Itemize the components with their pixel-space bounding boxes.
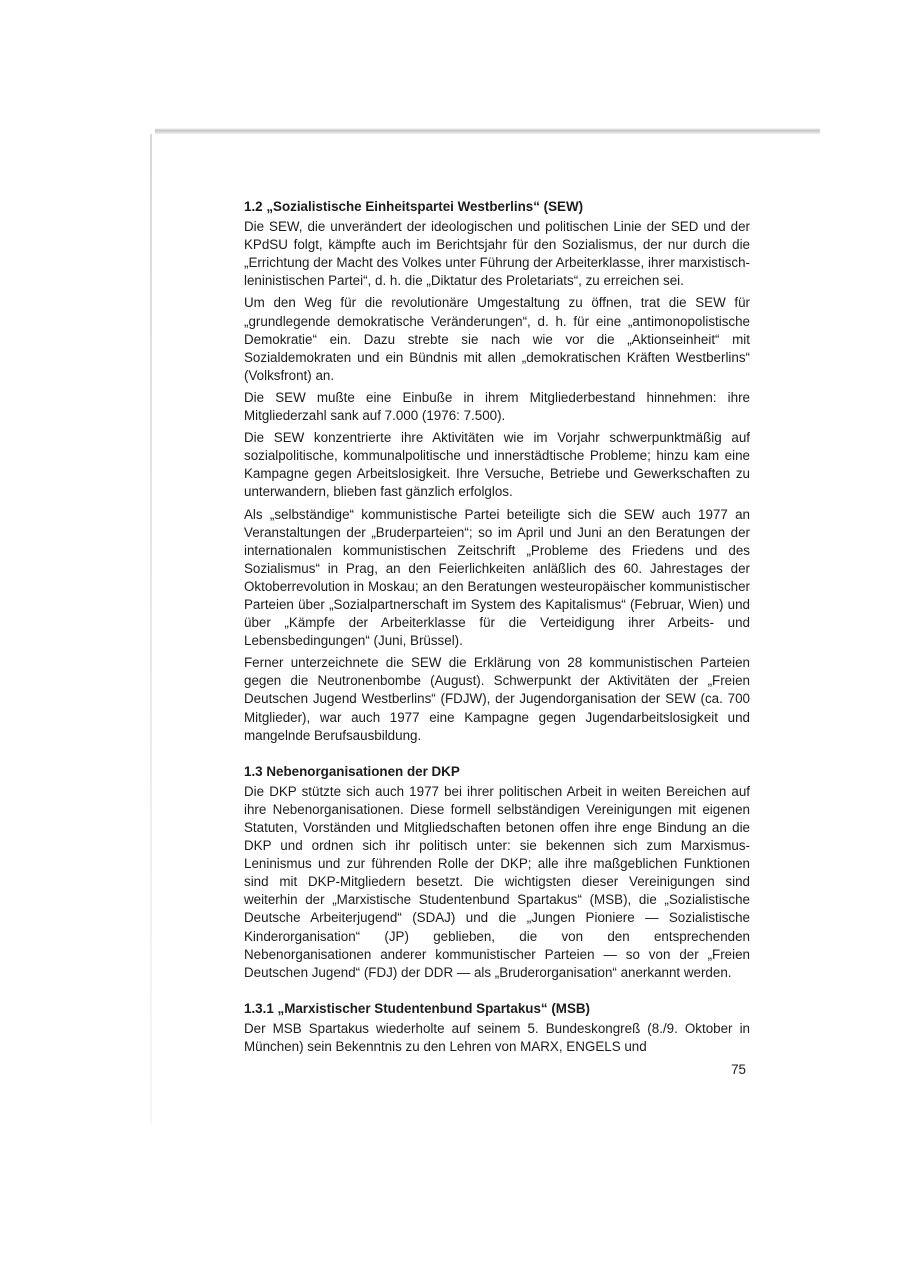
paragraph: Der MSB Spartakus wiederholte auf seinem 5. Bundeskongreß (8./9. Oktober in München) sein Bekenntnis zu den Lehren von MARX, ENGELS und bbox=[244, 1020, 750, 1055]
page-body bbox=[244, 198, 750, 1060]
scan-page-edge-left bbox=[150, 134, 152, 1124]
scan-page-edge-top bbox=[155, 128, 820, 134]
paragraph: Um den Weg für die revolutionäre Umgestaltung zu öffnen, trat die SEW für „grundlegende demokratische Veränderungen“, d. h. für eine „antimonopolistische Demokratie“ ein. Dazu strebte sie nach wie vor die „Aktionseinheit“ mit Sozialdemokraten und ein Bündnis mit allen „demokratischen Kräften Westberlins“ (Volksfront) an. bbox=[244, 295, 750, 383]
paragraph: Die SEW mußte eine Einbuße in ihrem Mitgliederbestand hinnehmen: ihre Mitgliederzahl sank auf 7.000 (1976: 7.500). bbox=[244, 389, 750, 424]
paragraph: Die SEW konzentrierte ihre Aktivitäten wie im Vorjahr schwerpunktmäßig auf sozialpolitische, kommunalpolitische und innerstädtische Probleme; hinzu kam eine Kampagne gegen Arbeitslosigkeit. Ihre Versuche, Betriebe und Gewerkschaften zu unterwandern, blieben fast gänzlich erfolglos. bbox=[244, 430, 750, 500]
section-heading-dkp: 1.3 Nebenorganisationen der DKP bbox=[244, 763, 460, 779]
page-number: 75 bbox=[731, 1062, 746, 1077]
paragraph: Die DKP stützte sich auch 1977 bei ihrer politischen Arbeit in weiten Bereichen auf ihre Nebenorganisationen. Diese formell selbständigen Vereinigungen mit eigenen Statuten, Vorständen und Mitgliedschaften betonen offen ihre enge Bindung an die DKP und ordnen sich ihr politisch unter: sie bekennen sich zum Marxismus-Leninismus und zur führenden Rolle der DKP; alle ihre maßgeblichen Funktionen sind mit DKP-Mitgliedern besetzt. Die wichtigsten dieser Vereinigungen sind weiterhin der „Marxistische Studentenbund Spartakus“ (MSB), die „Sozialistische Deutsche Arbeiterjugend“ (SDAJ) und die „Jungen Pioniere — Sozialistische Kinderorganisation“ (JP) geblieben, die von den entsprechenden Nebenorganisationen anderer kommunistischer Parteien — so von der „Freien Deutschen Jugend“ (FDJ) der DDR — als „Bruderorganisation“ anerkannt werden. bbox=[244, 783, 750, 980]
section-heading-sew: 1.2 „Sozialistische Einheitspartei Westberlins“ (SEW) bbox=[244, 199, 584, 214]
paragraph: Ferner unterzeichnete die SEW die Erklärung von 28 kommunistischen Parteien gegen die Neutronenbombe (August). Schwerpunkt der Aktivitäten der „Freien Deutschen Jugend Westberlins“ (FDJW), der Jugendorganisation der SEW (ca. 700 Mitglieder), war auch 1977 eine Kampagne gegen Jugendarbeitslosigkeit und mangelnde Berufsausbildung. bbox=[244, 655, 750, 743]
paragraph: Als „selbständige“ kommunistische Partei beteiligte sich die SEW auch 1977 an Veranstaltungen der „Bruderparteien“; so im April und Juni an den Beratungen der internationalen kommunistischen Zeitschrift „Probleme des Friedens und des Sozialismus“ in Prag, an den Feierlichkeiten anläßlich des 60. Jahrestages der Oktoberrevolution in Moskau; an den Beratungen westeuropäischer kommunistischer Parteien über „Sozialpartnerschaft im System des Kapitalismus“ (Februar, Wien) und über „Kämpfe der Arbeiterklasse für die Verteidigung ihrer Arbeits- und Lebensbedingungen“ (Juni, Brüssel). bbox=[244, 506, 750, 649]
paragraph: Die SEW, die unverändert der ideologischen und politischen Linie der SED und der KPdSU folgt, kämpfte auch im Berichtsjahr für den Sozialismus, der nur durch die „Errichtung der Macht des Volkes unter Führung der Arbeiterklasse, ihrer marxistisch-leninistischen Partei“, d. h. die „Diktatur des Proletariats“, zu erreichen sei. bbox=[244, 219, 750, 289]
section-heading-msb: 1.3.1 „Marxistischer Studentenbund Spartakus“ (MSB) bbox=[244, 1000, 590, 1016]
